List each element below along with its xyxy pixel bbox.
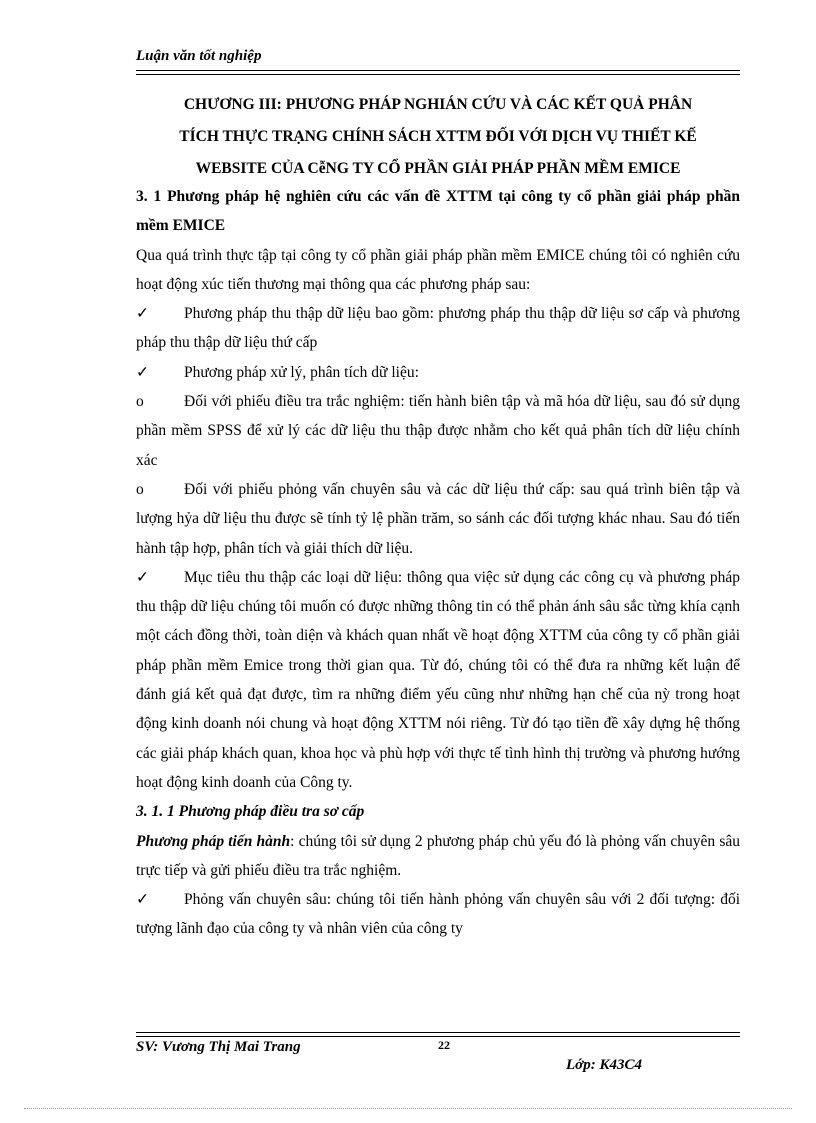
circle-bullet-icon: o — [136, 480, 144, 498]
header-rule-thin — [136, 74, 740, 75]
list-item-text: Mục tiêu thu thập các loại dữ liệu: thông qua việc sử dụng các công cụ và phương pháp thu thập dữ liệu chúng tôi muốn có được những thông tin có thể phản ánh sâu sắc từng khía cạnh một cách đồng thời, toàn diện và khách quan nhất về hoạt động XTTM của công ty cổ phần giải pháp phần mềm Emice trong thời gian qua. Từ đó, chúng tôi có thể đưa ra những kết luận để đánh giá kết quả đạt được, tìm ra những điểm yếu cũng như những hạn chế của nỳ trong hoạt động kinh doanh nói chung và hoạt động XTTM nói riêng. Từ đó tạo tiền đề xây dựng hệ thống các giải pháp khách quan, khoa học và phù hợp với thực tế tình hình thị trường và phương hướng hoạt động kinh doanh của Công ty. — [136, 568, 740, 791]
list-item — [136, 299, 740, 358]
list-item — [136, 885, 740, 944]
page-bottom-border — [24, 1108, 792, 1109]
intro-paragraph: Qua quá trình thực tập tại công ty cổ phần giải pháp phần mềm EMICE chúng tôi có nghiên cứu hoạt động xúc tiến thương mại thông qua các phương pháp sau: — [136, 246, 740, 293]
list-item — [136, 387, 740, 475]
list-item — [136, 358, 740, 387]
list-item-text: Đối với phiếu phỏng vấn chuyên sâu và các dữ liệu thứ cấp: sau quá trình biên tập và lượng hỷa dữ liệu thu được sẽ tính tỷ lệ phần trăm, so sánh các đối tượng khác nhau. Sau đó tiến hành tập hợp, phân tích và giải thích dữ liệu. — [136, 480, 740, 557]
check-icon: ✓ — [136, 568, 149, 586]
chapter-title-line: CHƯƠNG III: PHƯƠNG PHÁP NGHIÁN CỨU VÀ CÁC KẾT QUẢ PHÂN — [183, 96, 693, 113]
section-heading: 3. 1 Phương pháp hệ nghiên cứu các vấn đề XTTM tại công ty cổ phần giải pháp phần mềm EMICE — [136, 188, 740, 235]
check-icon: ✓ — [136, 363, 149, 381]
list-item-text: Phương pháp xử lý, phân tích dữ liệu: — [184, 363, 419, 381]
list-item-text: Phỏng vấn chuyên sâu: chúng tôi tiến hành phỏng vấn chuyên sâu với 2 đối tượng: đối tượng lãnh đạo của công ty và nhân viên của công ty — [136, 891, 740, 938]
chapter-title-line: WEBSITE CỦA CễNG TY CỔ PHẦN GIẢI PHÁP PHẦN MỀM EMICE — [195, 160, 681, 177]
subsection-heading: 3. 1. 1 Phương pháp điều tra sơ cấp — [136, 803, 365, 821]
list-item — [136, 563, 740, 797]
footer-class: Lớp: K43C4 — [566, 1057, 642, 1073]
header-rule — [136, 70, 740, 71]
document-body — [136, 182, 740, 944]
method-paragraph — [136, 827, 740, 886]
chapter-title-line: TÍCH THỰC TRẠNG CHÍNH SÁCH XTTM ĐỐI VỚI DỊCH VỤ THIẾT KẾ — [179, 128, 697, 145]
circle-bullet-icon: o — [136, 393, 144, 411]
check-icon: ✓ — [136, 305, 149, 323]
check-icon: ✓ — [136, 891, 149, 909]
method-text: : chúng tôi sử dụng 2 phương pháp chủ yếu đó là phỏng vấn chuyên sâu trực tiếp và gửi phiếu điều tra trắc nghiệm. — [136, 832, 740, 879]
chapter-title — [136, 89, 740, 185]
footer-rule — [136, 1036, 740, 1037]
method-label: Phương pháp tiến hành — [136, 832, 291, 850]
page-number: 22 — [438, 1038, 450, 1052]
header-title: Luận văn tốt nghiệp — [136, 48, 262, 64]
list-item-text: Đối với phiếu điều tra trắc nghiệm: tiến hành biên tập và mã hóa dữ liệu, sau đó sử dụng phần mềm SPSS để xử lý các dữ liệu thu thập được nhằm cho kết quả phân tích dữ liệu chính xác — [136, 393, 740, 469]
footer-rule-thin — [136, 1032, 740, 1033]
footer-student-name: SV: Vương Thị Mai Trang — [136, 1039, 301, 1055]
list-item — [136, 475, 740, 563]
list-item-text: Phương pháp thu thập dữ liệu bao gồm: phương pháp thu thập dữ liệu sơ cấp và phương pháp thu thập dữ liệu thứ cấp — [136, 305, 740, 352]
